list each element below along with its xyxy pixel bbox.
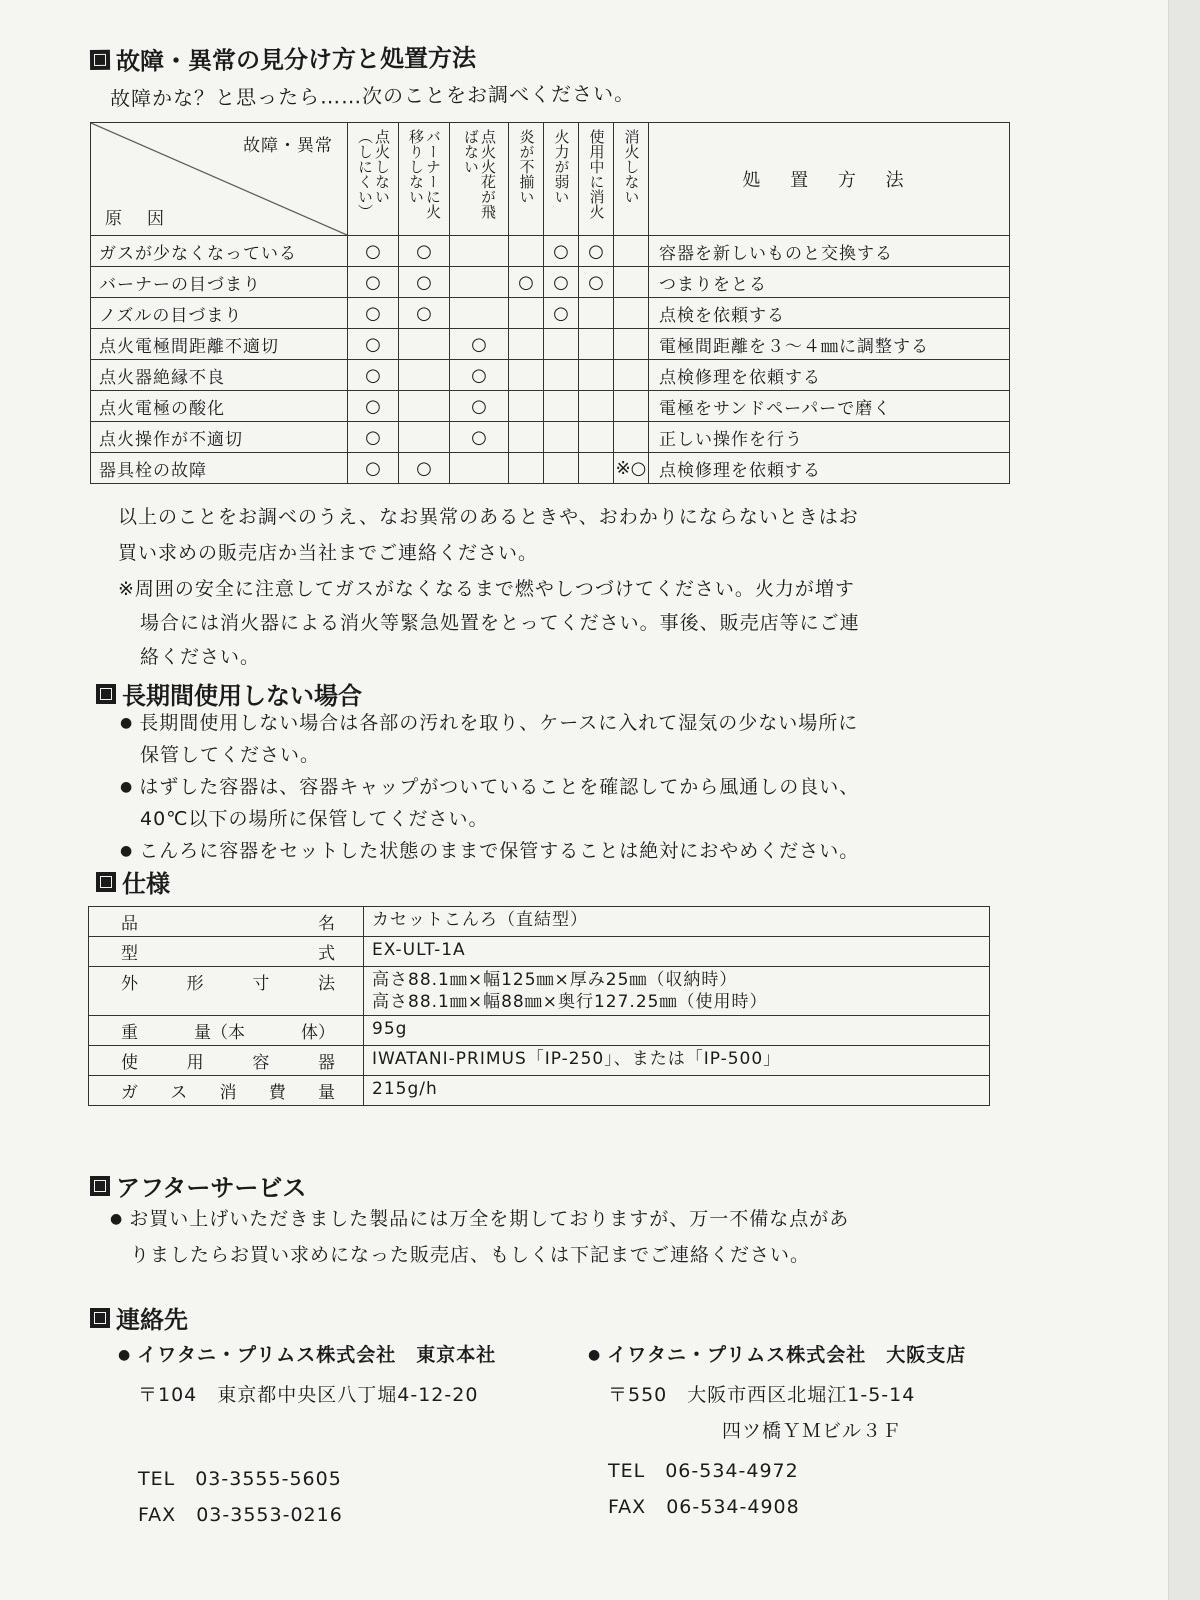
mark-cell: ○ [509,267,544,298]
col-header-1 [399,123,450,236]
mark-cell [450,236,509,267]
col-header-text: バーナーに火移りしない [407,129,442,219]
mark-cell: ○ [450,360,509,391]
spec-label [89,1046,364,1076]
section-heading-storage [96,676,362,711]
mark-cell [579,422,614,453]
mark-cell: ○ [399,236,450,267]
table-row [91,329,1010,360]
square-bullet-icon [96,684,116,704]
tokyo-fax: FAX 03-3553-0216 [138,1504,343,1526]
square-bullet-icon [96,872,116,892]
spec-label-char: 量（本 [194,1023,245,1043]
cause-cell: 器具栓の故障 [91,453,348,484]
tokyo-tel: TEL 03-3555-5605 [138,1468,342,1490]
square-bullet-icon [90,1308,110,1328]
storage-bullet-cont: 40℃以下の場所に保管してください。 [140,808,489,830]
spec-row [89,1016,990,1046]
spec-value: EX-ULT-1A [372,940,466,960]
spec-row [89,907,990,937]
spec-label-char: 量 [318,1083,335,1103]
spec-value: カセットこんろ（直結型） [372,910,588,930]
mark-cell [509,391,544,422]
spec-label-char: ガ [121,1083,138,1103]
spec-label-char: ス [170,1083,188,1103]
heading-text: 故障・異常の見分け方と処置方法 [115,43,477,76]
spec-row [89,1046,990,1076]
col-header-text: 点火火花が飛ばない [462,129,497,219]
col-header-4 [544,123,579,236]
mark-cell [450,267,509,298]
storage-bullet: ● こんろに容器をセットした状態のままで保管することは絶対におやめください。 [120,836,859,863]
mark-cell [614,267,649,298]
service-bullet: ● お買い上げいただきました製品には万全を期しておりますが、万一不備な点があ [110,1204,849,1231]
storage-bullet: ● はずした容器は、容器キャップがついていることを確認してから風通しの良い、 [120,772,859,799]
cause-cell: ノズルの目づまり [91,298,348,329]
cause-cell: ガスが少なくなっている [91,236,348,267]
col-header-text: 点火しない（しにくい） [356,129,391,219]
spec-value: 95g [372,1019,408,1039]
mark-cell [614,236,649,267]
mark-cell [450,453,509,484]
mark-cell [614,422,649,453]
spec-label-char: 形 [186,974,204,994]
spec-label-char: 使 [121,1053,138,1073]
spec-table [88,906,990,1106]
mark-cell [399,360,450,391]
mark-cell [614,298,649,329]
remedy-cell: 正しい操作を行う [649,422,1010,453]
spec-label-char: 重 [121,1023,138,1043]
tokyo-office-name: ● イワタニ・プリムス株式会社 東京本社 [118,1340,496,1367]
remedy-cell: 電極をサンドペーパーで磨く [649,391,1010,422]
heading-text: 仕様 [122,870,170,898]
spec-value-2: 高さ88.1㎜×幅88㎜×奥行127.25㎜（使用時） [372,992,768,1012]
mark-cell: ○ [544,236,579,267]
table-row [91,391,1010,422]
spec-label-char: 法 [317,974,335,994]
mark-cell: ○ [348,298,399,329]
table-row [91,236,1010,267]
spec-value-cell [364,1076,990,1106]
mark-cell [579,391,614,422]
mark-cell: ○ [399,453,450,484]
spec-label-char: 型 [121,944,138,964]
mark-cell: ○ [399,298,450,329]
mark-cell: ○ [399,267,450,298]
remedy-cell: 容器を新しいものと交換する [649,236,1010,267]
square-bullet-icon [90,1176,110,1196]
diagonal-header-cell [91,123,348,236]
mark-cell [579,360,614,391]
mark-cell: ○ [450,422,509,453]
mark-cell: ○ [579,267,614,298]
col-header-3 [509,123,544,236]
table-row [91,298,1010,329]
spec-label-char: 費 [268,1083,286,1103]
remedy-cell: つまりをとる [649,267,1010,298]
spec-rows [89,907,990,1106]
section-heading-contact [90,1300,188,1335]
spec-label-char: 名 [318,914,335,934]
section-heading-after-service [90,1168,306,1203]
header-cause: 原 因 [105,209,168,229]
caution-line: ※周囲の安全に注意してガスがなくなるまで燃やしつづけてください。火力が増す [118,578,855,600]
cause-cell: 点火電極間距離不適切 [91,329,348,360]
mark-cell [614,391,649,422]
mark-cell [399,422,450,453]
spec-label-char: 品 [121,914,138,934]
mark-cell [614,329,649,360]
mark-cell: ※○ [614,453,649,484]
spec-value-cell [364,1016,990,1046]
table-row [91,422,1010,453]
spec-label-char: 用 [186,1053,204,1073]
col-header-text: 炎が不揃い [517,129,536,204]
cause-cell: 点火操作が不適切 [91,422,348,453]
remedy-cell: 点検を依頼する [649,298,1010,329]
mark-cell [544,329,579,360]
remedy-cell: 点検修理を依頼する [649,453,1010,484]
spec-row [89,1076,990,1106]
mark-cell [579,298,614,329]
mark-cell [544,453,579,484]
spec-label [89,1076,364,1106]
mark-cell: ○ [544,267,579,298]
mark-cell [509,422,544,453]
osaka-fax: FAX 06-534-4908 [608,1496,800,1518]
spec-label-char: 消 [219,1083,237,1103]
col-header-6 [614,123,649,236]
paper-fold-edge [1168,0,1200,1600]
mark-cell: ○ [450,391,509,422]
mark-cell [544,422,579,453]
spec-value-cell [364,907,990,937]
note-line: 買い求めの販売店か当社までご連絡ください。 [118,542,539,564]
mark-cell [509,298,544,329]
header-remedy: 処 置 方 法 [649,123,1010,236]
spec-label [89,1016,364,1046]
heading-text: アフターサービス [116,1174,307,1202]
spec-value-cell [364,937,990,967]
caution-line: 場合には消火器による消火等緊急処置をとってください。事後、販売店等にご連 [140,612,860,634]
tokyo-address: 〒104 東京都中央区八丁堀4-12-20 [138,1384,479,1406]
spec-label-char: 器 [317,1053,335,1073]
mark-cell: ○ [544,298,579,329]
col-header-0 [348,123,399,236]
table-row [91,453,1010,484]
mark-cell [579,453,614,484]
mark-cell [509,236,544,267]
cause-cell: 点火器絶縁不良 [91,360,348,391]
mark-cell: ○ [348,391,399,422]
mark-cell: ○ [348,267,399,298]
troubleshooting-intro: 故障かな？と思ったら……次のことをお調べください。 [109,81,636,111]
spec-label [89,967,364,1016]
cause-cell: バーナーの目づまり [91,267,348,298]
section-heading-specs [96,864,170,899]
osaka-office-name: ● イワタニ・プリムス株式会社 大阪支店 [588,1340,966,1367]
mark-cell [450,298,509,329]
osaka-building: 四ツ橋ＹＭビル３Ｆ [722,1420,903,1442]
mark-cell [509,360,544,391]
storage-bullet: ● 長期間使用しない場合は各部の汚れを取り、ケースに入れて湿気の少ない場所に [120,708,858,735]
service-bullet-cont: りましたらお買い求めになった販売店、もしくは下記までご連絡ください。 [130,1244,811,1266]
col-header-text: 消火しない [622,129,641,204]
spec-label [89,937,364,967]
note-line: 以上のことをお調べのうえ、なお異常のあるときや、おわかりにならないときはお [118,506,859,528]
spec-value-cell [364,967,990,1016]
spec-value: 高さ88.1㎜×幅125㎜×厚み25㎜（収納時） [372,970,738,990]
table-row [91,360,1010,391]
header-symptom: 故障・異常 [243,136,333,156]
mark-cell [579,329,614,360]
col-header-5 [579,123,614,236]
mark-cell [509,453,544,484]
caution-line: 絡ください。 [140,646,261,668]
col-header-text: 火力が弱い [552,129,571,204]
mark-cell: ○ [348,360,399,391]
mark-cell: ○ [348,236,399,267]
mark-cell [544,360,579,391]
spec-label-char: 寸 [252,974,270,994]
table-header-row [91,123,1010,236]
troubleshooting-table [90,122,1010,484]
mark-cell: ○ [348,422,399,453]
spec-label-char: 式 [318,944,335,964]
spec-label-char: 容 [252,1053,270,1073]
spec-label [89,907,364,937]
mark-cell [509,329,544,360]
mark-cell [614,360,649,391]
table-row [91,267,1010,298]
spec-value: IWATANI-PRIMUS「IP-250」、または「IP-500」 [372,1049,782,1069]
mark-cell [399,391,450,422]
section-heading-troubleshooting [90,38,476,77]
spec-value: 215g/h [372,1079,438,1099]
heading-text: 長期間使用しない場合 [122,682,362,710]
remedy-cell: 電極間距離を３～４㎜に調整する [649,329,1010,360]
spec-label-char: 外 [121,974,138,994]
osaka-tel: TEL 06-534-4972 [608,1460,799,1482]
mark-cell: ○ [348,453,399,484]
osaka-address: 〒550 大阪市西区北堀江1-5-14 [608,1384,916,1406]
col-header-2 [450,123,509,236]
spec-row [89,937,990,967]
spec-value-cell [364,1046,990,1076]
mark-cell: ○ [579,236,614,267]
mark-cell: ○ [348,329,399,360]
spec-row [89,967,990,1016]
mark-cell [399,329,450,360]
col-header-text: 使用中に消火 [587,129,606,219]
cause-cell: 点火電極の酸化 [91,391,348,422]
square-bullet-icon [90,49,110,69]
remedy-cell: 点検修理を依頼する [649,360,1010,391]
spec-label-char: 体） [301,1023,335,1043]
mark-cell: ○ [450,329,509,360]
troubleshooting-rows [91,236,1010,484]
storage-bullet-cont: 保管してください。 [140,744,321,766]
heading-text: 連絡先 [116,1306,188,1334]
mark-cell [544,391,579,422]
